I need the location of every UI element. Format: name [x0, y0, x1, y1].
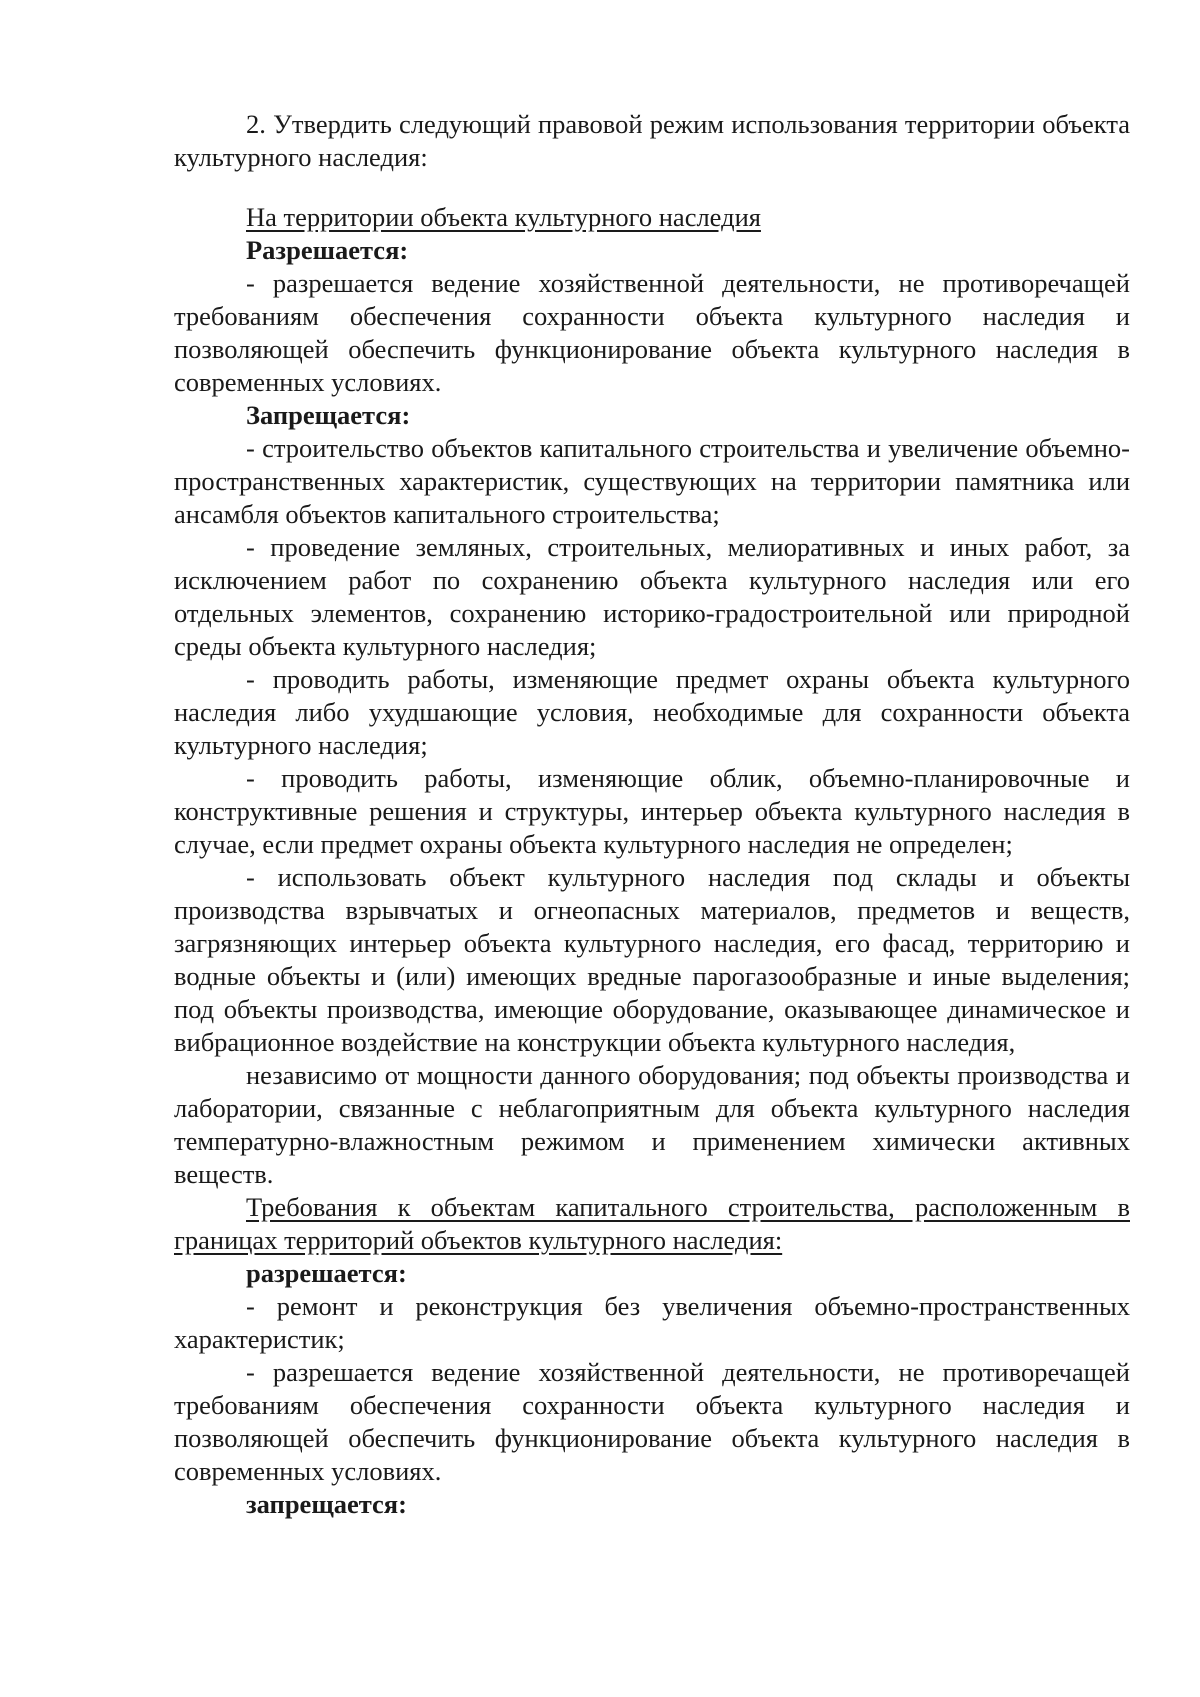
section2-allowed-item: - разрешается ведение хозяйственной деятельности, не противоречащей требованиям обеспечения сохранности объекта культурного наследия и позволяющей обеспечить функционирование объекта культурного наследия в современных условиях. [174, 1357, 1130, 1486]
section1-allowed-label: Разрешается: [246, 235, 409, 265]
document-page [174, 108, 1130, 1521]
section1-allowed-item: - разрешается ведение хозяйственной деятельности, не противоречащей требованиям обеспечения сохранности объекта культурного наследия и позволяющей обеспечить функционирование объекта культурного наследия в современных условиях. [174, 268, 1130, 397]
section1-forbidden-item: - проведение земляных, строительных, мелиоративных и иных работ, за исключением работ по сохранению объекта культурного наследия или его отдельных элементов, сохранению историко-градостроительной или природной среды объекта культурного наследия; [174, 532, 1130, 661]
section1-heading: На территории объекта культурного наследия [246, 202, 761, 232]
intro-paragraph: 2. Утвердить следующий правовой режим использования территории объекта культурного наследия: [174, 109, 1130, 172]
section1-forbidden-item: - проводить работы, изменяющие облик, объемно-планировочные и конструктивные решения и структуры, интерьер объекта культурного наследия в случае, если предмет охраны объекта культурного наследия не определен; [174, 763, 1130, 859]
section2-allowed-item: - ремонт и реконструкция без увеличения объемно-пространственных характеристик; [174, 1291, 1130, 1354]
section1-forbidden-item: - строительство объектов капитального строительства и увеличение объемно-пространственных характеристик, существующих на территории памятника или ансамбля объектов капитального строительства; [174, 433, 1130, 529]
section1-forbidden-item: - использовать объект культурного наследия под склады и объекты производства взрывчатых и огнеопасных материалов, предметов и веществ, загрязняющих интерьер объекта культурного наследия, его фасад, территорию и водные объекты и (или) имеющих вредные парогазообразные и иные выделения; под объекты производства, имеющие оборудование, оказывающее динамическое и вибрационное воздействие на конструкции объекта культурного наследия, [174, 862, 1130, 1057]
section1-forbidden-label: Запрещается: [246, 400, 411, 430]
spacer [174, 174, 1130, 201]
section2-heading: Требования к объектам капитального строительства, расположенным в границах территорий объектов культурного наследия: [174, 1192, 1130, 1255]
section2-forbidden-label: запрещается: [246, 1489, 407, 1519]
section1-forbidden-item: независимо от мощности данного оборудования; под объекты производства и лаборатории, связанные с неблагоприятным для объекта культурного наследия температурно-влажностным режимом и применением химически активных веществ. [174, 1060, 1130, 1189]
section2-allowed-label: разрешается: [246, 1258, 407, 1288]
section1-forbidden-item: - проводить работы, изменяющие предмет охраны объекта культурного наследия либо ухудшающие условия, необходимые для сохранности объекта культурного наследия; [174, 664, 1130, 760]
